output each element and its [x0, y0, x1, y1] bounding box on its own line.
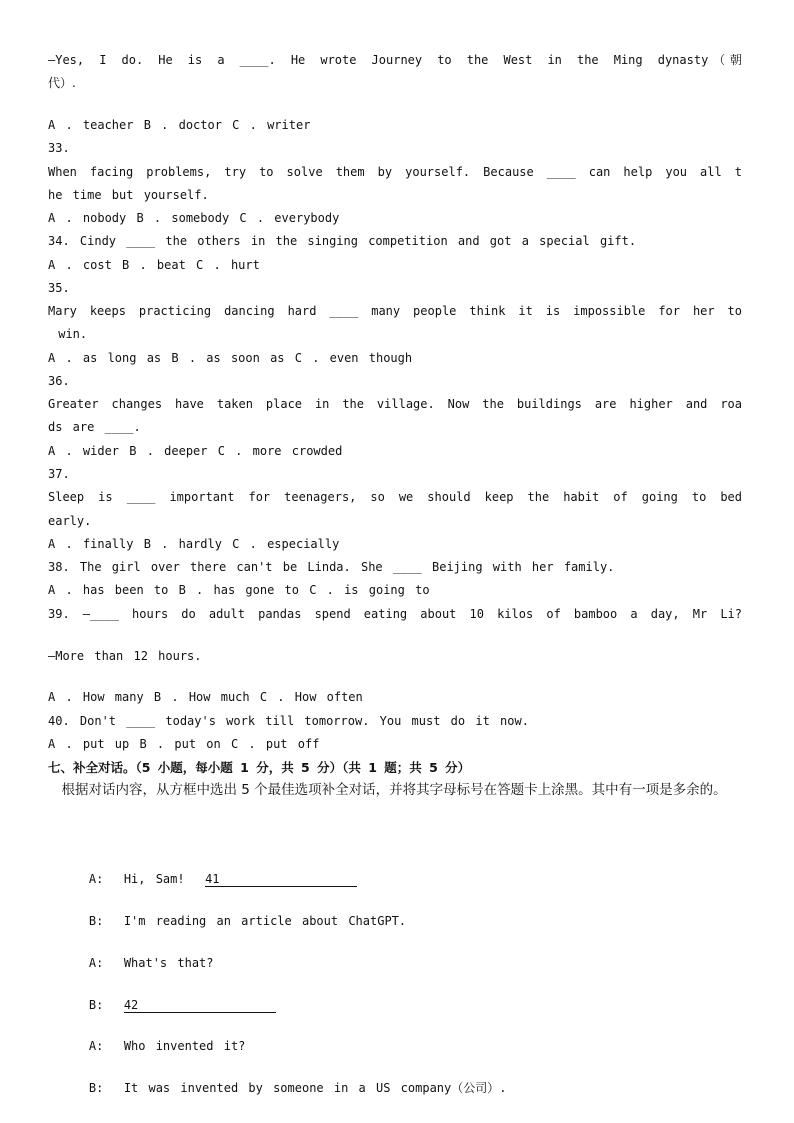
- dialogue-text: Hi, Sam!: [123, 872, 185, 886]
- q34-options: A . cost B . beat C . hurt: [48, 258, 260, 272]
- q39-answer: —More than 12 hours.: [48, 649, 202, 663]
- q33-stem: When facing problems, try to solve them by yourself. Because ____ can help you all t: [48, 165, 742, 179]
- q39-options: A . How many B . How much C . How often: [48, 690, 363, 704]
- dialogue-text: Who invented it?: [123, 1039, 246, 1053]
- q37-stem: Sleep is ____ important for teenagers, so we should keep the habit of going to bed: [48, 490, 742, 504]
- q33-options: A . nobody B . somebody C . everybody: [48, 211, 340, 225]
- q32-answer-line: —Yes, I do. He is a ____. He wrote Journey to the West in the Ming dynasty（朝: [48, 53, 742, 67]
- dialogue-blank-41[interactable]: 41: [205, 872, 357, 887]
- dialogue-line-6: [48, 1054, 742, 1123]
- q40-options: A . put up B . put on C . put off: [48, 737, 320, 751]
- dialogue-blank-42[interactable]: 42: [124, 998, 276, 1013]
- dialogue-speaker: B:: [88, 1081, 104, 1095]
- dialogue-speaker: A:: [88, 1039, 104, 1053]
- q39-stem: 39. —____ hours do adult pandas spend eating about 10 kilos of bamboo a day, Mr Li?: [48, 607, 742, 621]
- q37-number: 37.: [48, 467, 70, 481]
- q37-stem-continuation: early.: [48, 514, 92, 528]
- q37-options: A . finally B . hardly C . especially: [48, 537, 340, 551]
- q33-stem-continuation: he time but yourself.: [48, 188, 209, 202]
- q34-stem: 34. Cindy ____ the others in the singing competition and got a special gift.: [48, 234, 637, 248]
- q35-stem-continuation: win.: [48, 327, 88, 341]
- dialogue-text: I'm reading an article about ChatGPT.: [123, 914, 407, 928]
- q35-number: 35.: [48, 281, 70, 295]
- q40-stem: 40. Don't ____ today's work till tomorrow. You must do it now.: [48, 714, 529, 728]
- section-instruction: 根据对话内容，从方框中选出 5 个最佳选项补全对话，并将其字母标号在答题卡上涂黑。其中有一项是多余的。: [48, 782, 727, 798]
- q33-number: 33.: [48, 141, 70, 155]
- q32-answer-continuation: 代）.: [48, 76, 76, 90]
- q35-options: A . as long as B . as soon as C . even though: [48, 351, 413, 365]
- q38-options: A . has been to B . has gone to C . is going to: [48, 583, 430, 597]
- dialogue-speaker: A:: [88, 872, 104, 886]
- q36-stem-continuation: ds are ____.: [48, 420, 141, 434]
- q38-stem: 38. The girl over there can't be Linda. She ____ Beijing with her family.: [48, 560, 615, 574]
- section-title: 七、补全对话。（5 小题，每小题 1 分，共 5 分）（共 1 题；共 5 分）: [48, 760, 471, 775]
- dialogue-text: It was invented by someone in a US company（公司）.: [123, 1081, 507, 1095]
- dialogue-speaker: B:: [88, 914, 104, 928]
- dialogue-speaker: A:: [88, 956, 104, 970]
- q36-number: 36.: [48, 374, 70, 388]
- dialogue-text: What's that?: [123, 956, 214, 970]
- dialogue-speaker: B:: [88, 998, 104, 1012]
- q36-stem: Greater changes have taken place in the village. Now the buildings are higher and roa: [48, 397, 742, 411]
- q32-options: A . teacher B . doctor C . writer: [48, 118, 311, 132]
- q35-stem: Mary keeps practicing dancing hard ____ many people think it is impossible for her to: [48, 304, 742, 318]
- q36-options: A . wider B . deeper C . more crowded: [48, 444, 343, 458]
